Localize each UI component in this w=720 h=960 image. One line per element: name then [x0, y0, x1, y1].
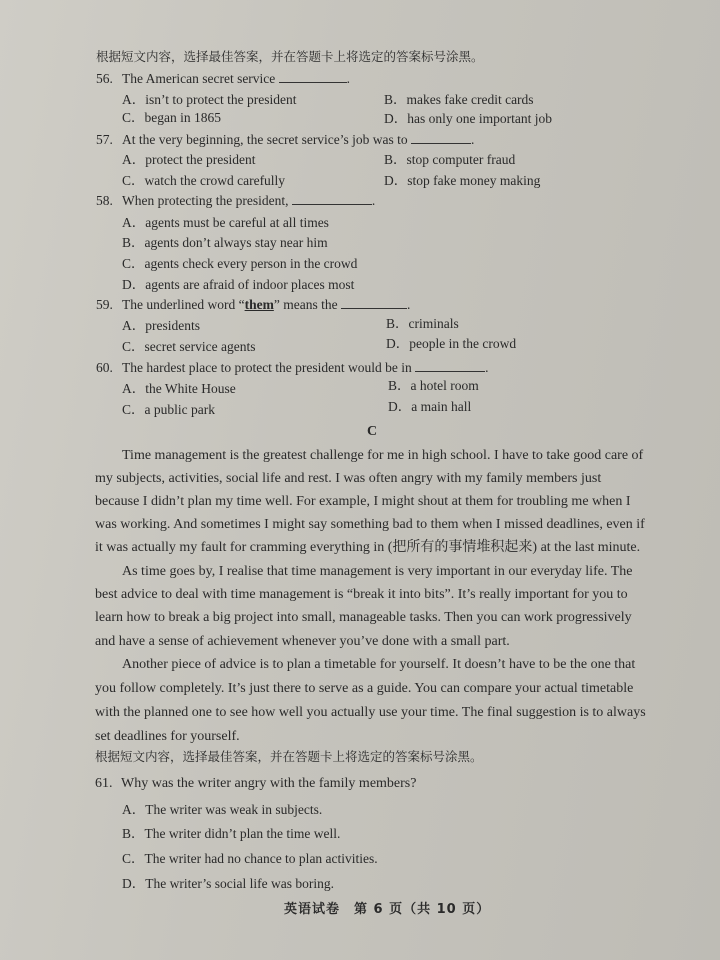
option-57-a: A．protect the president: [122, 152, 256, 167]
passage-line: you follow completely. It’s just there to serve as a guide. You can compare your actual timetable: [95, 681, 634, 696]
question-number: 61.: [95, 776, 113, 791]
option-59-c: C．secret service agents: [122, 339, 256, 354]
question-56: 56. The American secret service .: [96, 71, 351, 86]
answer-blank: [279, 70, 347, 83]
option-56-b: B．makes fake credit cards: [384, 92, 534, 107]
answer-blank: [341, 296, 407, 309]
question-stem: The hardest place to protect the president would be in: [122, 360, 412, 375]
option-58-c: C．agents check every person in the crowd: [122, 256, 358, 271]
question-number: 59.: [96, 297, 113, 312]
question-60: 60. The hardest place to protect the president would be in .: [96, 360, 489, 375]
instructions-bottom: 根据短文内容，选择最佳答案，并在答题卡上将选定的答案标号涂黑。: [95, 749, 483, 764]
instructions-top: 根据短文内容，选择最佳答案，并在答题卡上将选定的答案标号涂黑。: [96, 49, 484, 64]
passage-line: learn how to break a big project into small, manageable tasks. Then you can work progressively: [95, 610, 632, 625]
option-61-a: A．The writer was weak in subjects.: [122, 802, 323, 817]
option-57-d: D．stop fake money making: [384, 173, 541, 188]
passage-line: As time goes by, I realise that time management is very important in our everyday life. The: [122, 564, 633, 579]
question-61: [95, 775, 416, 793]
question-stem: Why was the writer angry with the family members?: [121, 776, 417, 791]
passage-line: best advice to deal with time management is “break it into bits”. It’s really important for you to: [95, 587, 628, 602]
question-number: 57.: [96, 132, 113, 147]
option-57-b: B．stop computer fraud: [384, 152, 516, 167]
page-footer: 英语试卷 第 6 页（共 10 页）: [284, 902, 491, 917]
option-60-b: B．a hotel room: [388, 378, 479, 393]
option-60-d: D．a main hall: [388, 399, 472, 414]
option-57-c: C．watch the crowd carefully: [122, 173, 286, 188]
passage-line: Time management is the greatest challenge for me in high school. I have to take good care of: [122, 448, 644, 463]
option-60-c: C．a public park: [122, 402, 215, 417]
question-stem: The American secret service: [122, 71, 276, 86]
question-number: 58.: [96, 193, 113, 208]
option-58-a: A．agents must be careful at all times: [122, 215, 329, 230]
option-60-a: A．the White House: [122, 381, 236, 396]
option-58-b: B．agents don’t always stay near him: [122, 235, 328, 250]
question-stem-post: ” means the: [273, 297, 338, 312]
question-number: 56.: [96, 71, 113, 86]
question-58: 58. When protecting the president, .: [96, 193, 376, 208]
underlined-word: them: [244, 297, 274, 312]
section-heading: C: [367, 424, 378, 439]
option-59-a: A．presidents: [122, 318, 200, 333]
question-stem: When protecting the president,: [122, 193, 289, 208]
option-56-a: A．isn’t to protect the president: [122, 92, 297, 107]
answer-blank: [415, 359, 485, 372]
option-59-b: B．criminals: [386, 316, 459, 331]
question-number: 60.: [96, 360, 113, 375]
passage-line: it was actually my fault for cramming everything in (把所有的事情堆积起来) at the last minute.: [95, 540, 641, 555]
question-59: 59. The underlined word “them” means the .: [96, 297, 411, 312]
option-61-b: B．The writer didn’t plan the time well.: [122, 826, 341, 841]
answer-blank: [411, 131, 471, 144]
passage-line: was working. And sometimes I might say something bad to them when I missed deadlines, even if: [95, 517, 645, 532]
option-59-d: D．people in the crowd: [386, 336, 517, 351]
passage-line: Another piece of advice is to plan a timetable for yourself. It doesn’t have to be the one that: [122, 657, 636, 672]
question-57: 57. At the very beginning, the secret service’s job was to .: [96, 132, 475, 147]
option-56-c: C．began in 1865: [122, 110, 221, 125]
question-stem-pre: The underlined word “: [122, 297, 245, 312]
option-56-d: D．has only one important job: [384, 111, 552, 126]
option-58-d: D．agents are afraid of indoor places most: [122, 277, 355, 292]
answer-blank: [292, 192, 372, 205]
passage-line: and have a sense of achievement whenever you’ve done with a small part.: [95, 634, 510, 649]
passage-line: because I didn’t plan my time well. For example, I might shout at them for troubling me when I: [95, 494, 631, 509]
option-61-c: C．The writer had no chance to plan activities.: [122, 851, 378, 866]
passage-line: my subjects, activities, social life and rest. I was often angry with my family members just: [95, 471, 602, 486]
passage-line: with the planned one to see how well you actually use your time. The final suggestion is to always: [95, 705, 646, 720]
question-stem: At the very beginning, the secret service’s job was to: [122, 132, 408, 147]
option-61-d: D．The writer’s social life was boring.: [122, 876, 334, 891]
passage-line: set deadlines for yourself.: [95, 729, 240, 744]
